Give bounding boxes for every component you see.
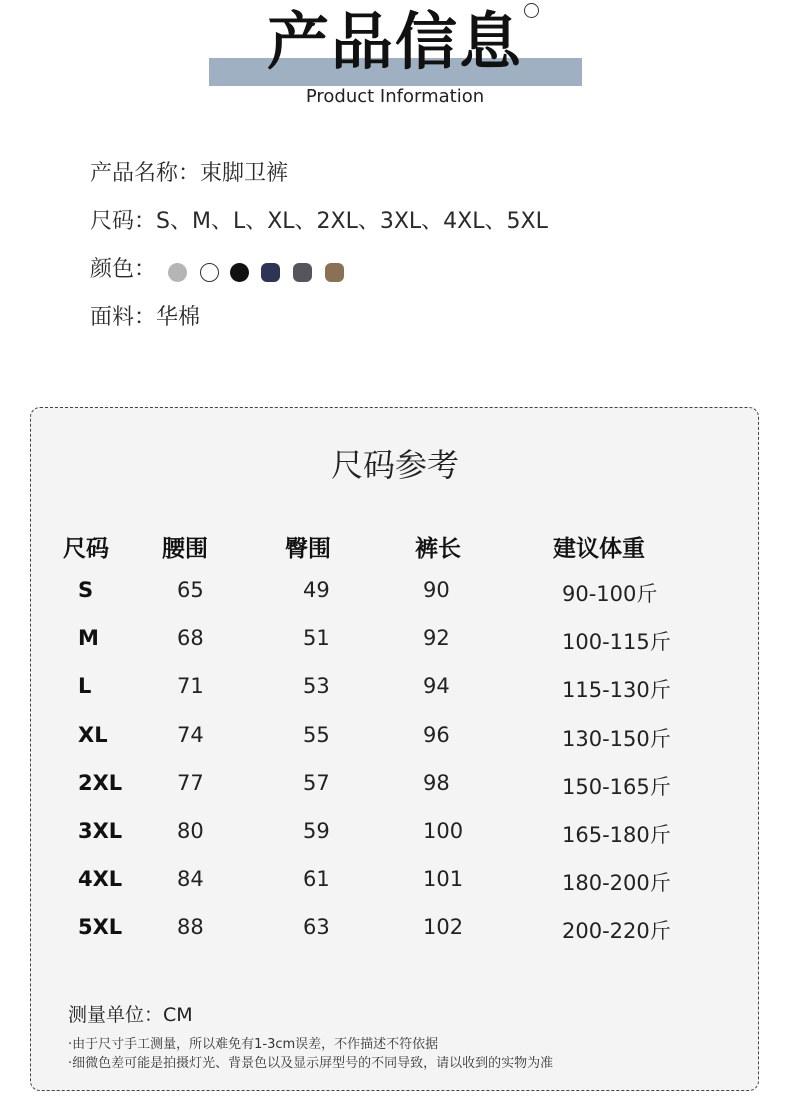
size-table-title: 尺码参考 (330, 446, 459, 484)
table-cell-length: 101 (423, 867, 464, 892)
header-size: 尺码 (63, 536, 109, 562)
table-cell-weight: 100-115斤 (562, 630, 671, 655)
table-cell-length: 94 (423, 674, 450, 699)
product-fabric: 面料：华棉 (90, 305, 201, 330)
circle-icon (524, 3, 539, 18)
product-color-label: 颜色： (90, 257, 157, 282)
color-swatch-brown (325, 263, 344, 282)
table-cell-hip: 51 (303, 626, 330, 651)
table-cell-length: 102 (423, 915, 464, 940)
table-cell-waist: 68 (177, 626, 204, 651)
header-waist: 腰围 (162, 536, 208, 562)
table-cell-size: S (78, 578, 94, 602)
table-cell-waist: 74 (177, 722, 204, 747)
table-cell-weight: 165-180斤 (562, 823, 671, 847)
table-cell-weight: 200-220斤 (562, 919, 671, 944)
header-weight: 建议体重 (553, 536, 645, 562)
table-cell-length: 90 (423, 578, 450, 602)
note-measurement-error: ·由于尺寸手工测量，所以难免有1-3cm误差，不作描述不符依据 (68, 1037, 439, 1052)
table-cell-hip: 55 (303, 722, 330, 747)
table-cell-length: 100 (423, 819, 464, 843)
table-cell-waist: 84 (177, 867, 204, 892)
note-color-difference: ·细微色差可能是拍摄灯光、背景色以及显示屏型号的不同导致，请以收到的实物为准 (68, 1056, 554, 1071)
header-hip: 臀围 (285, 536, 331, 562)
table-cell-hip: 63 (303, 915, 330, 940)
table-cell-size: L (78, 674, 92, 699)
table-cell-hip: 57 (303, 770, 330, 795)
table-cell-waist: 80 (177, 819, 204, 843)
table-cell-waist: 88 (177, 915, 204, 940)
page-subtitle: Product Information (305, 86, 485, 107)
table-cell-waist: 71 (177, 674, 204, 699)
table-cell-size: 2XL (78, 770, 123, 795)
measurement-unit: 测量单位：CM (68, 1004, 193, 1026)
table-cell-size: 5XL (78, 915, 123, 940)
table-cell-size: 3XL (78, 819, 123, 843)
color-swatch-white (200, 263, 219, 282)
table-cell-length: 96 (423, 722, 450, 747)
table-cell-size: XL (78, 722, 108, 747)
table-cell-hip: 49 (303, 578, 330, 602)
table-cell-weight: 115-130斤 (562, 678, 671, 703)
table-cell-waist: 77 (177, 770, 204, 795)
color-swatch-dark-gray (293, 263, 312, 282)
color-swatch-light-gray (168, 263, 187, 282)
product-name: 产品名称：束脚卫裤 (90, 161, 289, 186)
color-swatch-black (230, 263, 249, 282)
table-cell-length: 92 (423, 626, 450, 651)
page-title: 产品信息 (266, 5, 523, 78)
table-cell-hip: 53 (303, 674, 330, 699)
table-cell-hip: 59 (303, 819, 330, 843)
product-sizes: 尺码：S、M、L、XL、2XL、3XL、4XL、5XL (90, 209, 548, 234)
table-cell-hip: 61 (303, 867, 330, 892)
table-cell-weight: 130-150斤 (562, 726, 671, 751)
table-cell-weight: 90-100斤 (562, 582, 658, 606)
table-cell-weight: 180-200斤 (562, 871, 671, 896)
table-cell-waist: 65 (177, 578, 204, 602)
table-cell-size: M (78, 626, 99, 651)
table-cell-size: 4XL (78, 867, 123, 892)
table-cell-length: 98 (423, 770, 450, 795)
color-swatch-navy (261, 263, 280, 282)
table-cell-weight: 150-165斤 (562, 774, 671, 799)
header-length: 裤长 (415, 536, 461, 562)
